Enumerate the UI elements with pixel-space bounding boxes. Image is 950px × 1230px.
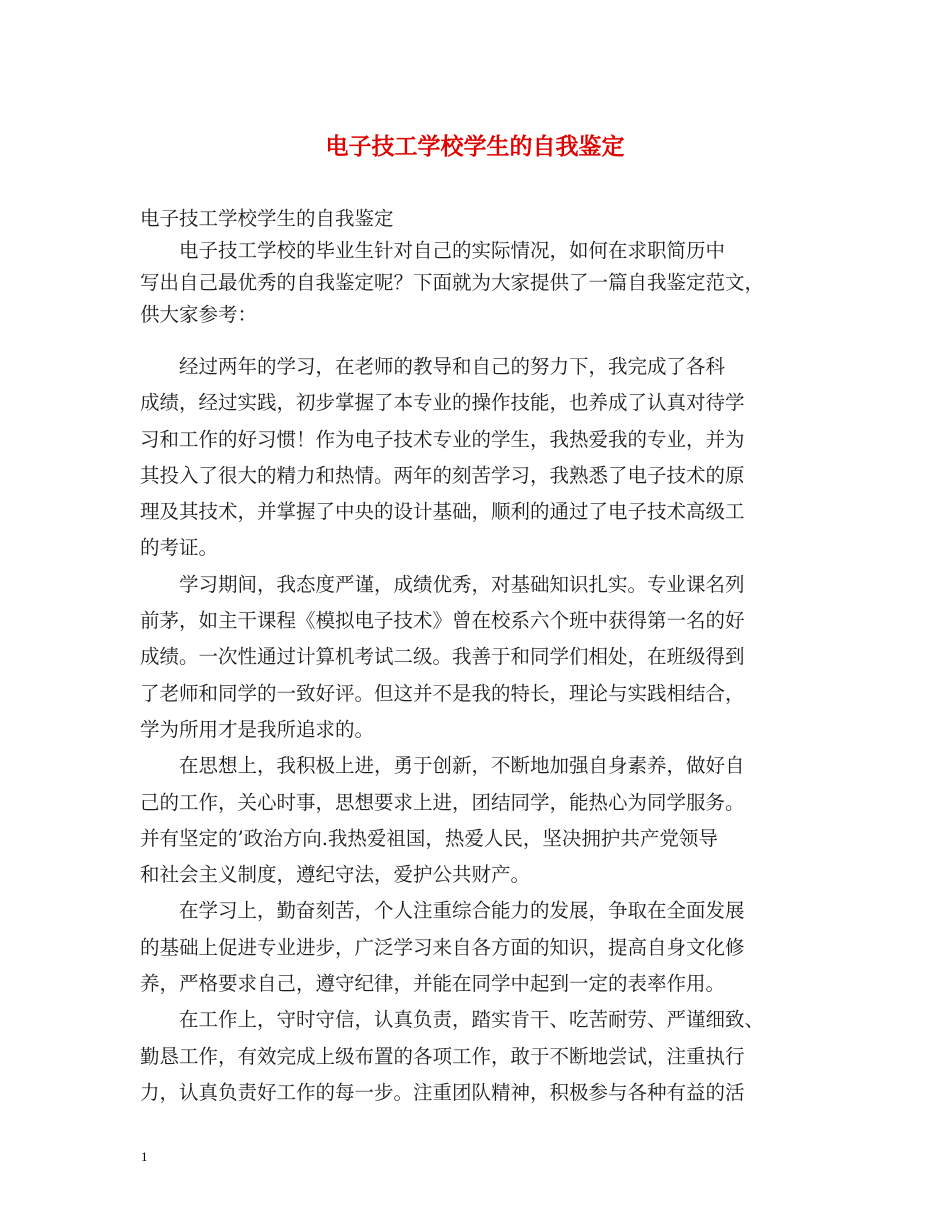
body-line: 习和工作的好习惯！作为电子技术专业的学生，我热爱我的专业，并为 [140,427,745,451]
body-line: 供大家参考： [140,303,258,326]
document-body [140,203,830,331]
body-line: 成绩，经过实践，初步掌握了本专业的操作技能，也养成了认真对待学 [140,391,745,415]
body-line: 力，认真负责好工作的每一步。注重团队精神，积极参与各种有益的活 [140,1080,745,1104]
body-line: 勤恳工作，有效完成上级布置的各项工作，敢于不断地尝试，注重执行 [140,1044,745,1068]
body-line: 前茅，如主干课程《模拟电子技术》曾在校系六个班中获得第一名的好 [140,609,745,633]
body-line: 成绩。一次性通过计算机考试二级。我善于和同学们相处，在班级得到 [140,645,745,669]
body-line: 电子技工学校的毕业生针对自己的实际情况，如何在求职简历中 [140,239,726,262]
body-line: 电子技工学校学生的自我鉴定 [140,207,394,230]
body-line: 在学习上，勤奋刻苦，个人注重综合能力的发展，争取在全面发展 [140,899,745,923]
body-line: 学为所用才是我所追求的。 [140,717,375,741]
body-line: 理及其技术，并掌握了中央的设计基础，顺利的通过了电子技术高级工 [140,500,745,524]
body-line: 并有坚定的’政治方向.我热爱祖国，热爱人民，坚决拥护共产党领导 [140,826,718,850]
body-line: 和社会主义制度，遵纪守法，爱护公共财产。 [140,863,531,887]
body-line: 了老师和同学的一致好评。但这并不是我的特长，理论与实践相结合， [140,681,745,705]
body-line: 己的工作，关心时事，思想要求上进，团结同学，能热心为同学服务。 [140,790,745,814]
page-number: 1 [141,1149,148,1164]
body-line: 学习期间，我态度严谨，成绩优秀，对基础知识扎实。专业课名列 [140,572,745,596]
body-line: 在工作上，守时守信，认真负责，踏实肯干、吃苦耐劳、严谨细致、 [140,1008,765,1032]
document-body-continued [140,349,830,1111]
body-line: 其投入了很大的精力和热情。两年的刻苦学习，我熟悉了电子技术的原 [140,463,745,487]
body-line: 养，严格要求自己，遵守纪律，并能在同学中起到一定的表率作用。 [140,972,726,996]
body-line: 的考证。 [140,536,219,560]
document-title: 电子技工学校学生的自我鉴定 [325,133,625,160]
body-line: 写出自己最优秀的自我鉴定呢？下面就为大家提供了一篇自我鉴定范文， [140,271,765,294]
body-line: 在思想上，我积极上进，勇于创新，不断地加强自身素养，做好自 [140,754,745,778]
body-line: 的基础上促进专业进步，广泛学习来自各方面的知识，提高自身文化修 [140,935,745,959]
body-line: 经过两年的学习，在老师的教导和自己的努力下，我完成了各科 [140,355,726,378]
